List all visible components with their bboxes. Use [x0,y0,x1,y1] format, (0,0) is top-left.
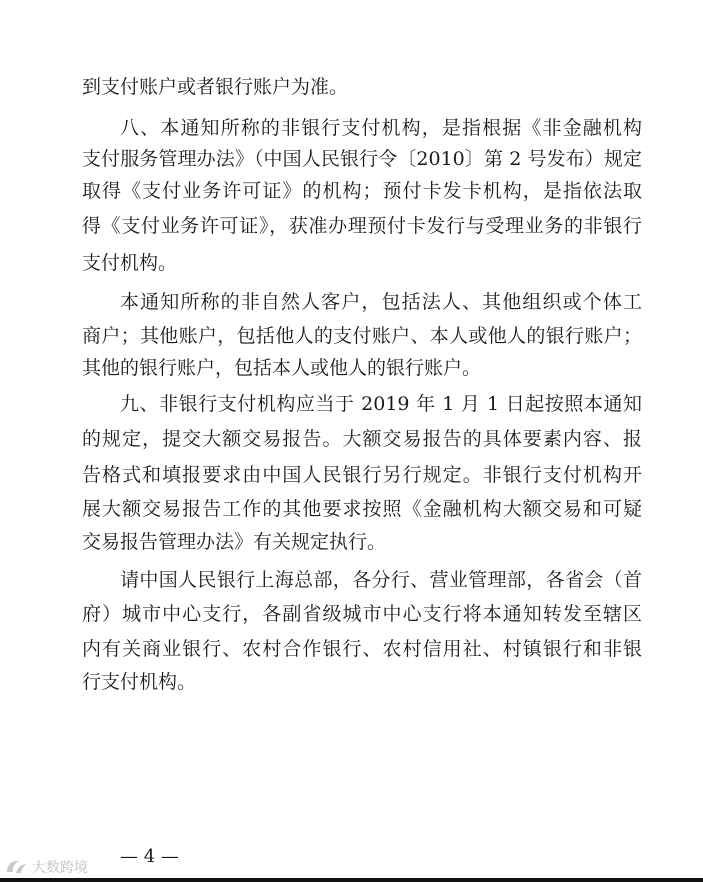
paragraph-line: 请中国人民银行上海总部，各分行、营业管理部，各省会（首 [120,569,642,591]
paragraph-line: 展大额交易报告工作的其他要求按照《金融机构大额交易和可疑 [82,498,642,520]
paragraph-line: 交易报告管理办法》有关规定执行。 [82,531,387,553]
watermark-logo-icon [4,858,28,876]
paragraph-line: 九、非银行支付机构应当于 2019 年 1 月 1 日起按照本通知 [120,393,642,415]
paragraph-line: 支付服务管理办法》（中国人民银行令〔2010〕第 2 号发布）规定 [82,148,642,170]
paragraph-line: 告格式和填报要求由中国人民银行另行规定。非银行支付机构开 [82,464,642,486]
paragraph-line: 的规定，提交大额交易报告。大额交易报告的具体要素内容、报 [82,428,642,450]
page-number: — 4 — [120,846,179,867]
paragraph-line: 得《支付业务许可证》，获准办理预付卡发行与受理业务的非银行 [82,215,642,237]
paragraph-line: 本通知所称的非自然人客户，包括法人、其他组织或个体工 [120,291,642,313]
watermark-text: 大数跨境 [32,860,88,876]
paragraph-line: 府）城市中心支行，各副省级城市中心支行将本通知转发至辖区 [82,603,642,625]
paragraph-line: 到支付账户或者银行账户为准。 [82,76,349,98]
paragraph-line: 八、本通知所称的非银行支付机构，是指根据《非金融机构 [120,117,642,139]
paragraph-line: 商户；其他账户，包括他人的支付账户、本人或他人的银行账户； [82,325,642,347]
paragraph-line: 支付机构。 [82,252,178,274]
watermark [4,857,88,877]
paragraph-line: 内有关商业银行、农村合作银行、农村信用社、村镇银行和非银 [82,638,642,660]
paragraph-line: 取得《支付业务许可证》的机构；预付卡发卡机构，是指依法取 [82,180,642,202]
bottom-edge-bar [0,878,703,882]
paragraph-line: 其他的银行账户，包括本人或他人的银行账户。 [82,357,482,379]
paragraph-line: 行支付机构。 [82,671,197,693]
